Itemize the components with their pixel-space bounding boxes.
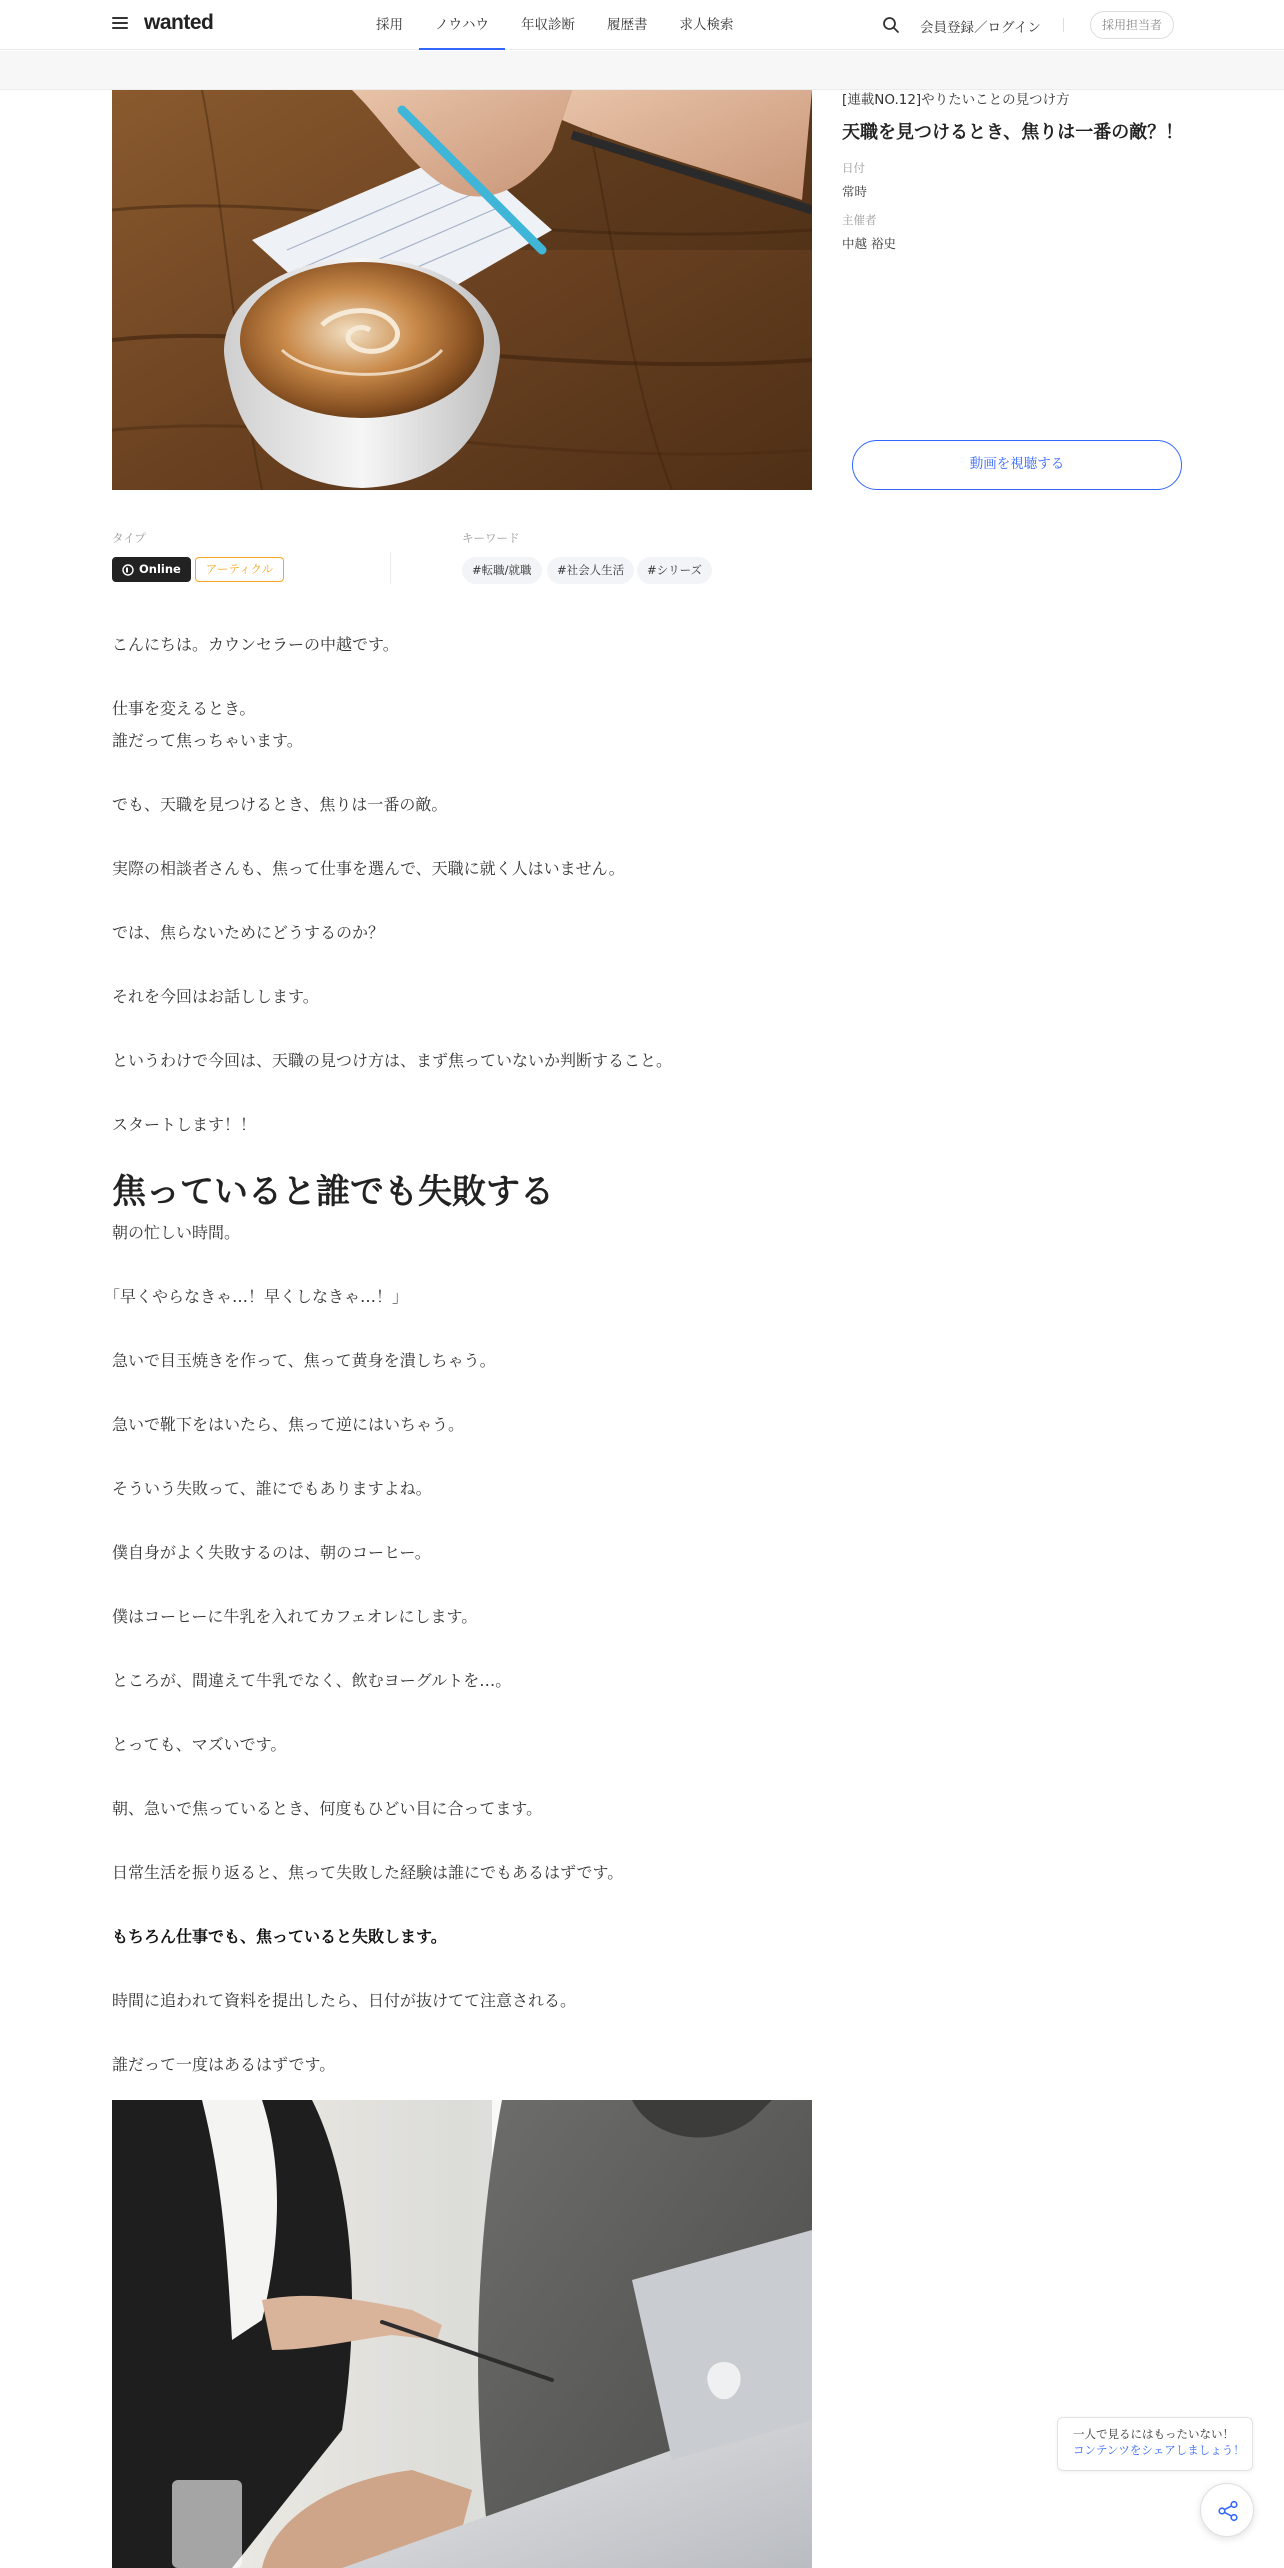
section-heading: 焦っていると誰でも失敗する — [112, 1172, 554, 1212]
hamburger-menu-icon[interactable] — [112, 16, 128, 30]
series-label: [連載NO.12]やりたいことの見つけ方 — [842, 92, 1070, 108]
organizer-label: 主催者 — [842, 213, 877, 227]
article-paragraph: そういう失敗って、誰にでもありますよね。 — [112, 1479, 432, 1498]
hero-image-coffee — [112, 90, 812, 490]
share-prompt-line2[interactable]: コンテンツをシェアしましょう！ — [1073, 2443, 1245, 2457]
watch-video-button[interactable]: 動画を視聴する — [852, 440, 1182, 490]
nav-item-salary[interactable]: 年収診断 — [521, 17, 575, 33]
nav-item-recruit[interactable]: 採用 — [376, 17, 403, 33]
share-prompt-bubble — [1057, 2417, 1253, 2471]
article-paragraph: 誰だって一度はあるはずです。 — [112, 2055, 336, 2074]
tag-working-life[interactable]: #社会人生活 — [547, 557, 634, 584]
search-icon[interactable] — [882, 16, 900, 34]
article-paragraph: 誰だって焦っちゃいます。 — [112, 731, 303, 750]
article-image-meeting — [112, 2100, 812, 2568]
top-header — [0, 0, 1284, 50]
date-value: 常時 — [842, 184, 868, 199]
article-paragraph: 急いで靴下をはいたら、焦って逆にはいちゃう。 — [112, 1415, 465, 1434]
article-paragraph: それを今回はお話しします。 — [112, 987, 319, 1006]
article-paragraph: とっても、マズいです。 — [112, 1735, 287, 1754]
event-title: 天職を見つけるとき、焦りは一番の敵？！ — [842, 122, 1184, 143]
article-paragraph: 日常生活を振り返ると、焦って失敗した経験は誰にでもあるはずです。 — [112, 1863, 624, 1882]
online-badge-label: Online — [139, 562, 181, 576]
article-paragraph: 仕事を変えるとき。 — [112, 699, 256, 718]
article-paragraph: 急いで目玉焼きを作って、焦って黄身を潰しちゃう。 — [112, 1351, 496, 1370]
share-icon — [1217, 2500, 1239, 2522]
article-paragraph-bold: もちろん仕事でも、焦っていると失敗します。 — [112, 1927, 447, 1946]
wanted-logo[interactable]: wanted — [144, 11, 214, 34]
article-paragraph: というわけで今回は、天職の見つけ方は、まず焦っていないか判断すること。 — [112, 1051, 673, 1070]
article-paragraph: 朝、急いで焦っているとき、何度もひどい目に合ってます。 — [112, 1799, 543, 1818]
share-button[interactable] — [1200, 2483, 1254, 2537]
article-paragraph: ところが、間違えて牛乳でなく、飲むヨーグルトを…。 — [112, 1671, 512, 1690]
article-paragraph: 朝の忙しい時間。 — [112, 1223, 241, 1242]
article-paragraph: では、焦らないためにどうするのか？ — [112, 923, 385, 942]
header-divider — [1063, 18, 1064, 32]
article-paragraph: でも、天職を見つけるとき、焦りは一番の敵。 — [112, 795, 448, 814]
organizer-value: 中越 裕史 — [842, 236, 896, 251]
type-label: タイプ — [112, 531, 146, 545]
sub-bar — [0, 51, 1284, 90]
article-paragraph: 時間に追われて資料を提出したら、日付が抜けてて注意される。 — [112, 1991, 577, 2010]
main-nav — [360, 0, 750, 50]
article-paragraph: ｢早くやらなきゃ…！早くしなきゃ…！」 — [112, 1287, 409, 1306]
share-prompt-line1: 一人で見るにはもったいない！ — [1073, 2427, 1234, 2441]
online-badge — [112, 557, 191, 582]
article-paragraph: こんにちは。カウンセラーの中越です。 — [112, 635, 399, 654]
keyword-label: キーワード — [462, 531, 520, 545]
tag-career[interactable]: #転職/就職 — [462, 557, 542, 584]
tag-series[interactable]: #シリーズ — [637, 557, 712, 584]
signup-login-link[interactable]: 会員登録／ログイン — [920, 20, 1041, 36]
online-icon — [122, 564, 134, 576]
article-paragraph: 実際の相談者さんも、焦って仕事を選んで、天職に就く人はいません。 — [112, 859, 625, 878]
article-paragraph: スタートします！！ — [112, 1115, 257, 1134]
meta-divider — [390, 552, 391, 584]
date-label: 日付 — [842, 161, 865, 175]
article-paragraph: 僕自身がよく失敗するのは、朝のコーヒー。 — [112, 1543, 431, 1562]
recruiter-button[interactable]: 採用担当者 — [1090, 11, 1174, 39]
nav-item-jobs[interactable]: 求人検索 — [679, 17, 734, 33]
nav-item-knowhow[interactable]: ノウハウ — [419, 0, 505, 50]
nav-item-resume[interactable]: 履歴書 — [607, 17, 648, 33]
article-badge: アーティクル — [195, 557, 284, 582]
article-paragraph: 僕はコーヒーに牛乳を入れてカフェオレにします。 — [112, 1607, 478, 1626]
